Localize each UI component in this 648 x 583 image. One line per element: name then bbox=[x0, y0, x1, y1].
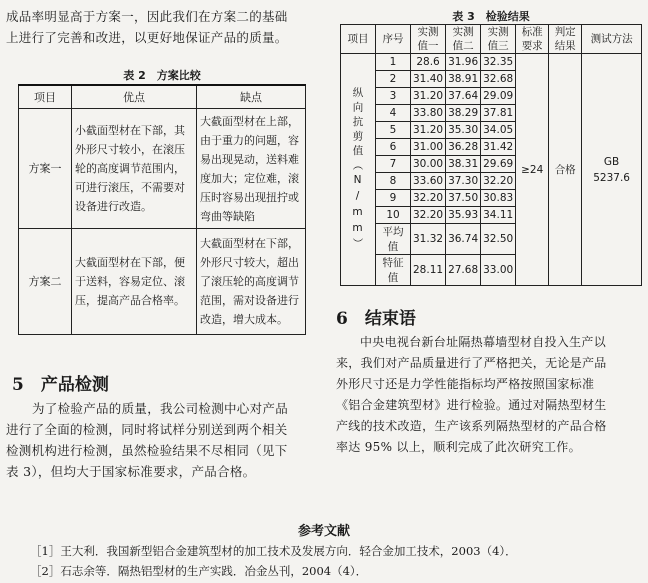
table3-cell: 28.6 bbox=[411, 54, 446, 71]
table3-cell: 7 bbox=[376, 156, 411, 173]
table3-cell: 30.00 bbox=[411, 156, 446, 173]
table3-cell: 37.50 bbox=[446, 190, 481, 207]
table3 bbox=[340, 24, 642, 286]
table3-cell: 38.29 bbox=[446, 105, 481, 122]
table3-cell: 4 bbox=[376, 105, 411, 122]
table3-cell: 29.09 bbox=[481, 88, 516, 105]
table3-cell: 9 bbox=[376, 190, 411, 207]
intro-line: 上进行了完善和改进，以更好地保证产品的质量。 bbox=[6, 30, 288, 45]
table3-cell: 33.60 bbox=[411, 173, 446, 190]
table2 bbox=[18, 84, 306, 335]
table3-method: GB 5237.6 bbox=[582, 54, 642, 286]
table3-standard: ≥24 bbox=[516, 54, 549, 286]
section6-line: 产线的技术改造，生产该系列隔热型材的产品合格 bbox=[336, 419, 607, 433]
table2-pros: 大截面型材在下部，便于送料，容易定位、滚压，提高产品合格率。 bbox=[72, 229, 197, 335]
table2-row-name: 方案二 bbox=[19, 229, 72, 335]
table3-header: 实测值三 bbox=[481, 25, 516, 54]
section6-line: 率达 95% 以上，顺利完成了此次研究工作。 bbox=[336, 440, 581, 454]
table3-cell: 31.00 bbox=[411, 139, 446, 156]
table2-caption: 表 2 方案比较 bbox=[123, 69, 201, 82]
table3-header: 序号 bbox=[376, 25, 411, 54]
table2-header-row bbox=[19, 85, 306, 109]
references-list bbox=[30, 541, 642, 581]
section5-title: 5 产品检测 bbox=[12, 375, 109, 395]
table3-cell: 35.93 bbox=[446, 207, 481, 224]
table3-header: 判定结果 bbox=[549, 25, 582, 54]
table3-cell: 31.32 bbox=[411, 224, 446, 255]
table3-header: 项目 bbox=[341, 25, 376, 54]
table3-cell: 30.83 bbox=[481, 190, 516, 207]
table3-cell: 38.91 bbox=[446, 71, 481, 88]
table2-header: 缺点 bbox=[197, 85, 306, 109]
section5-line: 进行了全面的检测，同时将试样分别送到两个相关 bbox=[6, 422, 288, 437]
table3-header-row bbox=[341, 25, 642, 54]
section6-line: 中央电视台新台址隔热幕墙型材自投入生产以 bbox=[360, 335, 607, 349]
table2-row-name: 方案一 bbox=[19, 109, 72, 229]
table3-cell: 2 bbox=[376, 71, 411, 88]
table3-header: 测试方法 bbox=[582, 25, 642, 54]
table3-cell: 33.80 bbox=[411, 105, 446, 122]
table3-header: 标准要求 bbox=[516, 25, 549, 54]
section6-line: 《铝合金建筑型材》进行检验。通过对隔热型材生 bbox=[336, 398, 607, 412]
table-row bbox=[19, 109, 306, 229]
section6-title: 6 结束语 bbox=[336, 309, 416, 329]
table3-cell: 32.20 bbox=[481, 173, 516, 190]
table3-cell: 33.00 bbox=[481, 255, 516, 286]
references-title: 参考文献 bbox=[297, 524, 350, 539]
reference-item: ［2］石志余等．隔热铝型材的生产实践．冶金丛刊，2004（4）． bbox=[30, 564, 368, 578]
section6-line: 外形尺寸还是力学性能指标均严格按照国家标准 bbox=[336, 377, 595, 391]
table3-cell: 37.64 bbox=[446, 88, 481, 105]
table-row bbox=[341, 54, 642, 71]
table3-cell: 36.28 bbox=[446, 139, 481, 156]
table2-header: 项目 bbox=[19, 85, 72, 109]
table3-caption: 表 3 检验结果 bbox=[452, 10, 530, 23]
reference-item: ［1］王大利．我国新型铝合金建筑型材的加工技术及发展方向．轻合金加工技术，2003（4）． bbox=[30, 544, 517, 558]
table3-cell: 36.74 bbox=[446, 224, 481, 255]
table3-cell: 31.42 bbox=[481, 139, 516, 156]
table3-cell: 8 bbox=[376, 173, 411, 190]
table3-cell: 32.35 bbox=[481, 54, 516, 71]
table3-cell: 10 bbox=[376, 207, 411, 224]
table3-cell: 28.11 bbox=[411, 255, 446, 286]
table3-cell: 3 bbox=[376, 88, 411, 105]
table3-cell: 38.31 bbox=[446, 156, 481, 173]
section6-line: 来，我们对产品质量进行了严格把关，无论是产品 bbox=[336, 356, 607, 370]
table3-cell: 5 bbox=[376, 122, 411, 139]
table3-cell: 34.05 bbox=[481, 122, 516, 139]
table3-cell: 37.81 bbox=[481, 105, 516, 122]
table2-cons: 大截面型材在上部，由于重力的问题，容易出现晃动，送料难度加大；定位难，滚压时容易出现扭拧或弯曲等缺陷 bbox=[197, 109, 306, 229]
table3-header: 实测值一 bbox=[411, 25, 446, 54]
table3-cell: 34.11 bbox=[481, 207, 516, 224]
table3-cell: 31.20 bbox=[411, 122, 446, 139]
section5-line: 表 3），但均大于国家标准要求，产品合格。 bbox=[6, 464, 256, 479]
section5-line: 为了检验产品的质量，我公司检测中心对产品 bbox=[32, 401, 289, 416]
table3-item: 纵向抗剪值（N/mm） bbox=[341, 54, 376, 286]
table3-result: 合格 bbox=[549, 54, 582, 286]
table3-cell: 32.68 bbox=[481, 71, 516, 88]
table3-cell: 32.20 bbox=[411, 190, 446, 207]
table3-cell: 6 bbox=[376, 139, 411, 156]
intro-line: 成品率明显高于方案一，因此我们在方案二的基础 bbox=[6, 9, 288, 24]
section5-line: 检测机构进行检测，虽然检验结果不尽相同（见下 bbox=[6, 443, 288, 458]
table3-cell: 35.30 bbox=[446, 122, 481, 139]
table3-cell: 32.50 bbox=[481, 224, 516, 255]
table3-cell: 27.68 bbox=[446, 255, 481, 286]
table3-cell: 32.20 bbox=[411, 207, 446, 224]
table2-header: 优点 bbox=[72, 85, 197, 109]
table3-cell: 1 bbox=[376, 54, 411, 71]
table3-cell: 31.96 bbox=[446, 54, 481, 71]
table3-cell: 29.69 bbox=[481, 156, 516, 173]
table3-header: 实测值二 bbox=[446, 25, 481, 54]
table3-cell: 平均值 bbox=[376, 224, 411, 255]
table3-cell: 37.30 bbox=[446, 173, 481, 190]
table2-pros: 小截面型材在下部，其外形尺寸较小，在滚压轮的高度调节范围内，可进行滚压，不需要对设备进行改造。 bbox=[72, 109, 197, 229]
table3-cell: 31.20 bbox=[411, 88, 446, 105]
intro-paragraph bbox=[6, 6, 326, 48]
section6-body bbox=[336, 332, 642, 458]
section5-body bbox=[6, 398, 326, 482]
table3-cell: 31.40 bbox=[411, 71, 446, 88]
table2-cons: 大截面型材在下部，外形尺寸较大，超出了滚压轮的高度调节范围，需对设备进行改造，增大成本。 bbox=[197, 229, 306, 335]
table3-cell: 特征值 bbox=[376, 255, 411, 286]
table-row bbox=[19, 229, 306, 335]
